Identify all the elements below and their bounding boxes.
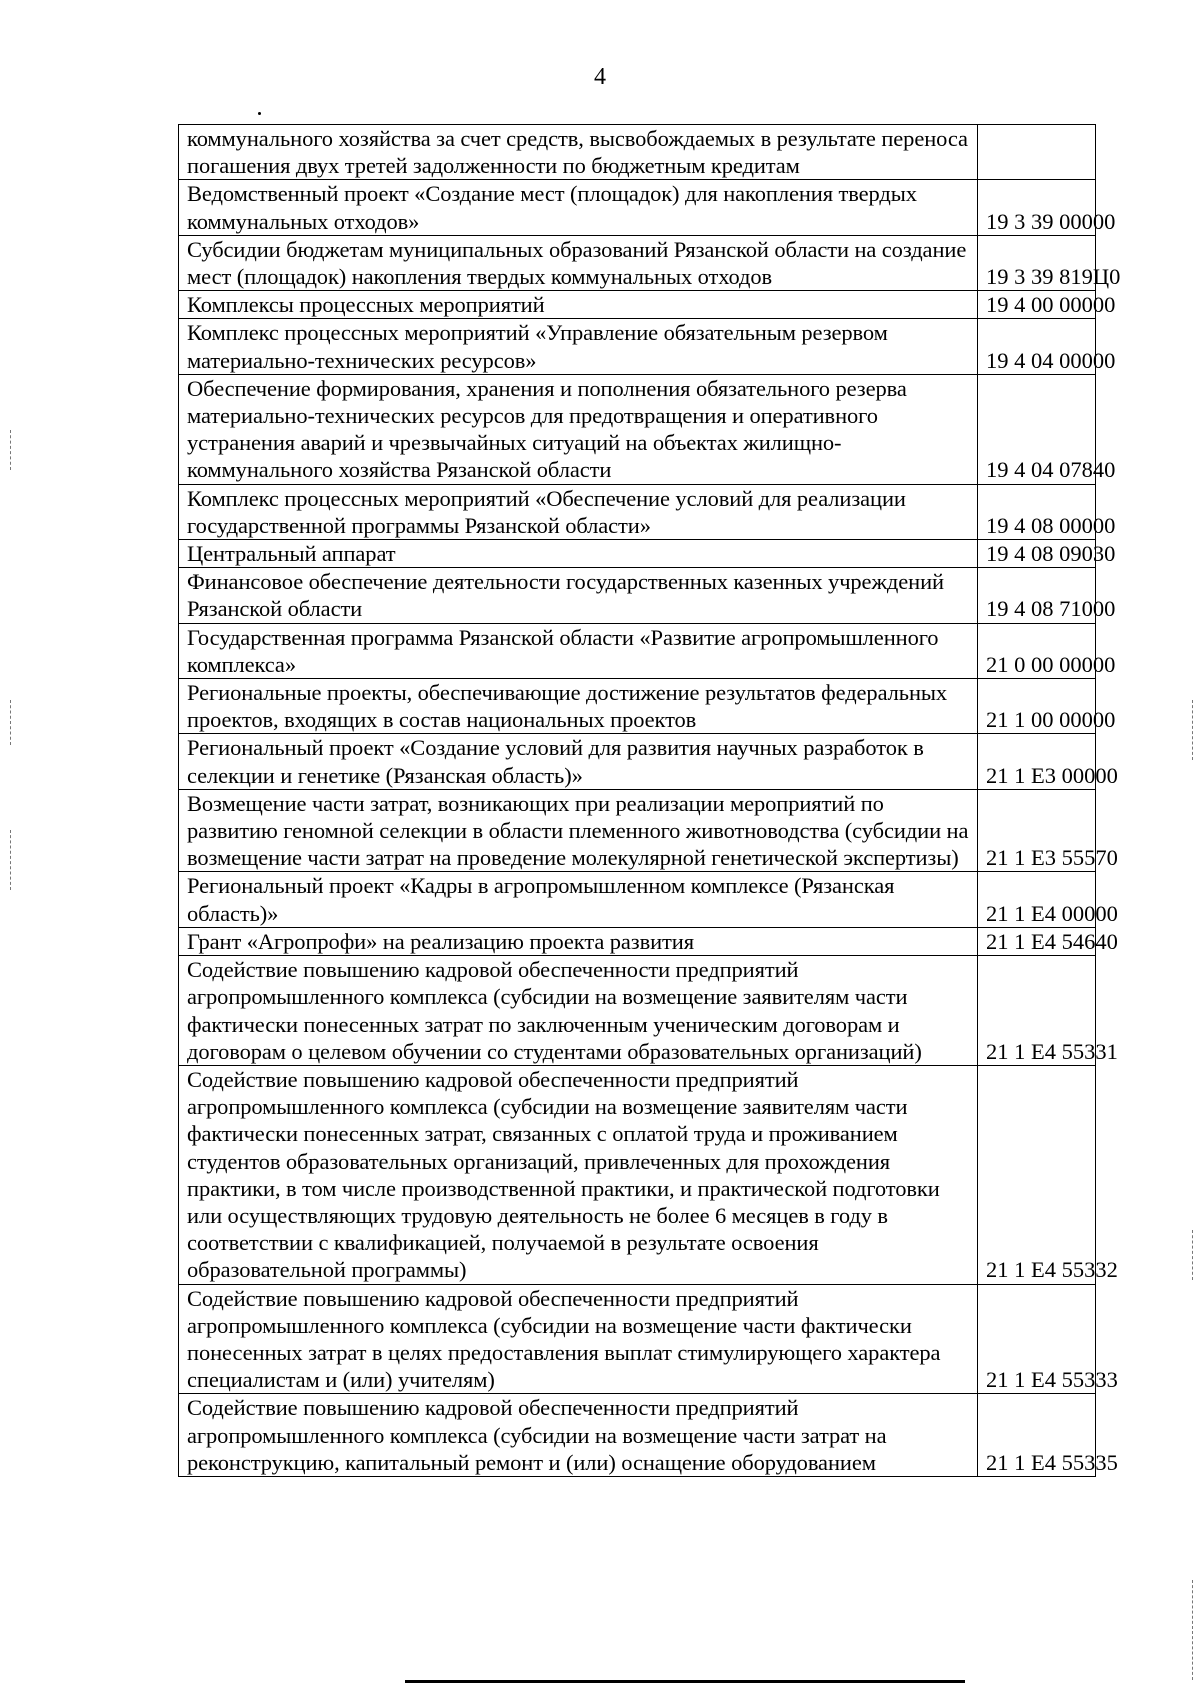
row-description: Содействие повышению кадровой обеспеченности предприятий агропромышленного комплекса (субсидии на возмещение заявителям части фактически понесенных затрат, связанных с оплатой труда и проживанием студентов образовательных организаций, привлеченных для прохождения практики, в том числе производственной практики, и практической подготовки или осуществляющих трудовую деятельность не более 6 месяцев в году в соответствии с квалификацией, получаемой в результате освоения образовательной программы) — [179, 1065, 978, 1284]
table-row — [179, 180, 1096, 235]
table-row — [179, 734, 1096, 789]
table-row — [179, 927, 1096, 955]
page-number: 4 — [594, 64, 606, 90]
row-description: Ведомственный проект «Создание мест (площадок) для накопления твердых коммунальных отходов» — [179, 180, 978, 235]
row-code: 21 1 00 00000 — [978, 679, 1096, 734]
table-row — [179, 484, 1096, 539]
row-description: Комплекс процессных мероприятий «Обеспечение условий для реализации государственной программы Рязанской области» — [179, 484, 978, 539]
scan-edge-mark — [1192, 700, 1193, 760]
row-code: 21 1 E4 55335 — [978, 1394, 1096, 1477]
row-code: 21 1 E4 00000 — [978, 872, 1096, 927]
row-description: Субсидии бюджетам муниципальных образований Рязанской области на создание мест (площадок) накопления твердых коммунальных отходов — [179, 235, 978, 290]
row-description: Государственная программа Рязанской области «Развитие агропромышленного комплекса» — [179, 623, 978, 678]
scan-edge-mark — [1192, 1580, 1193, 1680]
table-row — [179, 956, 1096, 1066]
row-code: 19 4 00 00000 — [978, 291, 1096, 319]
row-code: 21 1 E4 55333 — [978, 1284, 1096, 1394]
row-description: Финансовое обеспечение деятельности государственных казенных учреждений Рязанской области — [179, 568, 978, 623]
table-row — [179, 235, 1096, 290]
row-description: Возмещение части затрат, возникающих при реализации мероприятий по развитию геномной селекции в области племенного животноводства (субсидии на возмещение части затрат на проведение молекулярной генетической экспертизы) — [179, 789, 978, 872]
row-description: Содействие повышению кадровой обеспеченности предприятий агропромышленного комплекса (субсидии на возмещение части фактически понесенных затрат в целях предоставления выплат стимулирующего характера специалистам и (или) учителям) — [179, 1284, 978, 1394]
row-description: Региональные проекты, обеспечивающие достижение результатов федеральных проектов, входящих в состав национальных проектов — [179, 679, 978, 734]
table-row — [179, 319, 1096, 374]
table-row — [179, 872, 1096, 927]
row-code: 19 4 08 71000 — [978, 568, 1096, 623]
row-code: 21 1 E3 00000 — [978, 734, 1096, 789]
table-row — [179, 540, 1096, 568]
row-code: 19 3 39 819Ц0 — [978, 235, 1096, 290]
scan-dot — [258, 112, 261, 115]
table-row — [179, 1284, 1096, 1394]
budget-classification-table — [178, 124, 1121, 1477]
row-code: 21 0 00 00000 — [978, 623, 1096, 678]
row-code: 21 1 E4 54640 — [978, 927, 1096, 955]
row-description: Региональный проект «Создание условий для развития научных разработок в селекции и генетике (Рязанская область)» — [179, 734, 978, 789]
row-description: Региональный проект «Кадры в агропромышленном комплексе (Рязанская область)» — [179, 872, 978, 927]
row-code: 19 4 04 07840 — [978, 374, 1096, 484]
row-code: 21 1 E3 55570 — [978, 789, 1096, 872]
row-description: коммунального хозяйства за счет средств, высвобождаемых в результате переноса погашения двух третей задолженности по бюджетным кредитам — [179, 125, 978, 180]
table-row — [179, 374, 1096, 484]
row-code: 21 1 E4 55331 — [978, 956, 1096, 1066]
row-description: Комплексы процессных мероприятий — [179, 291, 978, 319]
row-description: Содействие повышению кадровой обеспеченности предприятий агропромышленного комплекса (субсидии на возмещение части затрат на реконструкцию, капитальный ремонт и (или) оснащение оборудованием — [179, 1394, 978, 1477]
table-row — [179, 125, 1096, 180]
table-row — [179, 789, 1096, 872]
row-code: 19 3 39 00000 — [978, 180, 1096, 235]
table-row — [179, 291, 1096, 319]
scan-edge-mark — [10, 700, 11, 745]
row-description: Комплекс процессных мероприятий «Управление обязательным резервом материально-технических ресурсов» — [179, 319, 978, 374]
row-description: Грант «Агропрофи» на реализацию проекта развития — [179, 927, 978, 955]
table-row — [179, 679, 1096, 734]
bottom-rule — [405, 1680, 965, 1683]
row-code: 19 4 08 09030 — [978, 540, 1096, 568]
table-row — [179, 623, 1096, 678]
scan-edge-mark — [10, 430, 11, 470]
row-description: Центральный аппарат — [179, 540, 978, 568]
row-description: Содействие повышению кадровой обеспеченности предприятий агропромышленного комплекса (субсидии на возмещение заявителям части фактически понесенных затрат по заключенным ученическим договорам и договорам о целевом обучении со студентами образовательных организаций) — [179, 956, 978, 1066]
row-code: 19 4 04 00000 — [978, 319, 1096, 374]
table-row — [179, 1394, 1096, 1477]
row-code: 21 1 E4 55332 — [978, 1065, 1096, 1284]
row-code: 19 4 08 00000 — [978, 484, 1096, 539]
scan-edge-mark — [1192, 1230, 1193, 1280]
table-row — [179, 1065, 1096, 1284]
scan-edge-mark — [10, 830, 11, 890]
row-description: Обеспечение формирования, хранения и пополнения обязательного резерва материально-технических ресурсов для предотвращения и оперативного устранения аварий и чрезвычайных ситуаций на объектах жилищно-коммунального хозяйства Рязанской области — [179, 374, 978, 484]
row-code — [978, 125, 1096, 180]
table-row — [179, 568, 1096, 623]
